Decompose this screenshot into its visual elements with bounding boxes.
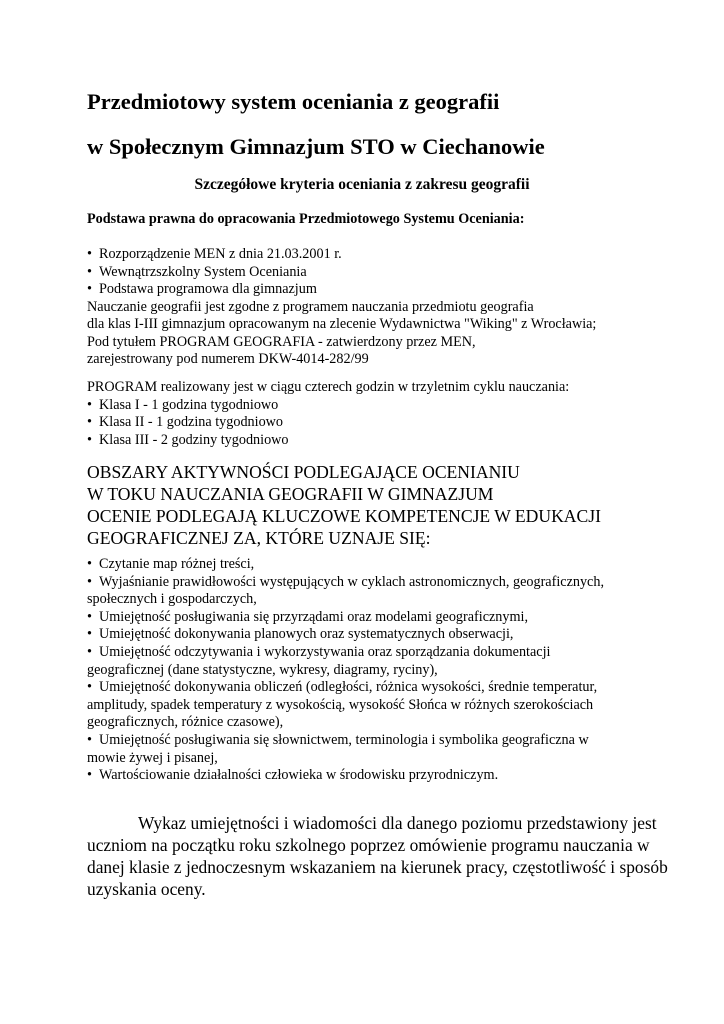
competency-item: • Umiejętność odczytywania i wykorzystywania oraz sporządzania dokumentacji	[87, 644, 604, 662]
program-line: Nauczanie geografii jest zgodne z programem nauczania przedmiotu geografia	[87, 298, 534, 315]
closing-paragraph	[87, 812, 668, 900]
title-line-2: w Społecznym Gimnazjum STO w Ciechanowie	[87, 134, 545, 159]
competency-item: • Umiejętność posługiwania się słownictwem, terminologia i symbolika geograficzna w	[87, 732, 604, 750]
legal-bullet: • Wewnątrzszkolny System Oceniania	[87, 264, 596, 282]
program-line: zarejestrowany pod numerem DKW-4014-282/99	[87, 351, 369, 367]
competency-item: • Czytanie map różnej treści,	[87, 556, 604, 574]
closing-line: uczniom na początku roku szkolnego poprzez omówienie programu nauczania w	[87, 835, 650, 855]
legal-basis-heading: Podstawa prawna do opracowania Przedmiotowego Systemu Oceniania:	[87, 211, 525, 227]
areas-heading-line: OCENIE PODLEGAJĄ KLUCZOWE KOMPETENCJE W EDUKACJI	[87, 506, 601, 526]
competency-item: • Umiejętność dokonywania obliczeń (odległości, różnica wysokości, średnie temperatur,	[87, 679, 604, 697]
hours-section	[87, 379, 569, 449]
hours-intro: PROGRAM realizowany jest w ciągu czterech godzin w trzyletnim cyklu nauczania:	[87, 379, 570, 395]
hours-bullet: • Klasa II - 1 godzina tygodniowo	[87, 414, 569, 432]
competency-continuation: geograficznych, różnice czasowe),	[87, 714, 284, 731]
competency-continuation: geograficznej (dane statystyczne, wykresy, diagramy, ryciny),	[87, 661, 438, 678]
program-line: dla klas I-III gimnazjum opracowanym na zlecenie Wydawnictwa "Wiking" z Wrocławia;	[87, 316, 597, 332]
closing-line: uzyskania oceny.	[87, 879, 206, 899]
program-line: Pod tytułem PROGRAM GEOGRAFIA - zatwierdzony przez MEN,	[87, 333, 476, 350]
areas-heading-line: GEOGRAFICZNEJ ZA, KTÓRE UZNAJE SIĘ:	[87, 528, 431, 548]
hours-bullet: • Klasa III - 2 godziny tygodniowo	[87, 432, 569, 450]
competency-item: • Wartościowanie działalności człowieka w środowisku przyrodniczym.	[87, 767, 604, 785]
hours-bullet: • Klasa I - 1 godzina tygodniowo	[87, 397, 569, 415]
areas-heading-line: OBSZARY AKTYWNOŚCI PODLEGAJĄCE OCENIANIU	[87, 462, 520, 482]
legal-basis-section	[87, 246, 596, 369]
competency-item: • Umiejętność posługiwania się przyrządami oraz modelami geograficznymi,	[87, 609, 604, 627]
competency-continuation: mowie żywej i pisanej,	[87, 749, 218, 766]
competency-continuation: społecznych i gospodarczych,	[87, 591, 257, 608]
competencies-list	[87, 556, 604, 785]
subtitle: Szczegółowe kryteria oceniania z zakresu geografii	[194, 176, 530, 193]
assessment-areas-heading	[87, 461, 601, 549]
legal-bullet: • Podstawa programowa dla gimnazjum	[87, 281, 596, 299]
areas-heading-line: W TOKU NAUCZANIA GEOGRAFII W GIMNAZJUM	[87, 484, 494, 504]
legal-bullet: • Rozporządzenie MEN z dnia 21.03.2001 r.	[87, 246, 596, 264]
competency-item: • Wyjaśnianie prawidłowości występujących w cyklach astronomicznych, geograficznych,	[87, 574, 604, 592]
competency-item: • Umiejętność dokonywania planowych oraz systematycznych obserwacji,	[87, 626, 604, 644]
closing-line: danej klasie z jednoczesnym wskazaniem na kierunek pracy, częstotliwość i sposób	[87, 857, 668, 877]
title-line-1: Przedmiotowy system oceniania z geografii	[87, 89, 500, 114]
closing-line: Wykaz umiejętności i wiadomości dla danego poziomu przedstawiony jest	[138, 813, 657, 833]
competency-continuation: amplitudy, spadek temperatury z wysokością, wysokość Słońca w różnych szerokościach	[87, 696, 594, 713]
